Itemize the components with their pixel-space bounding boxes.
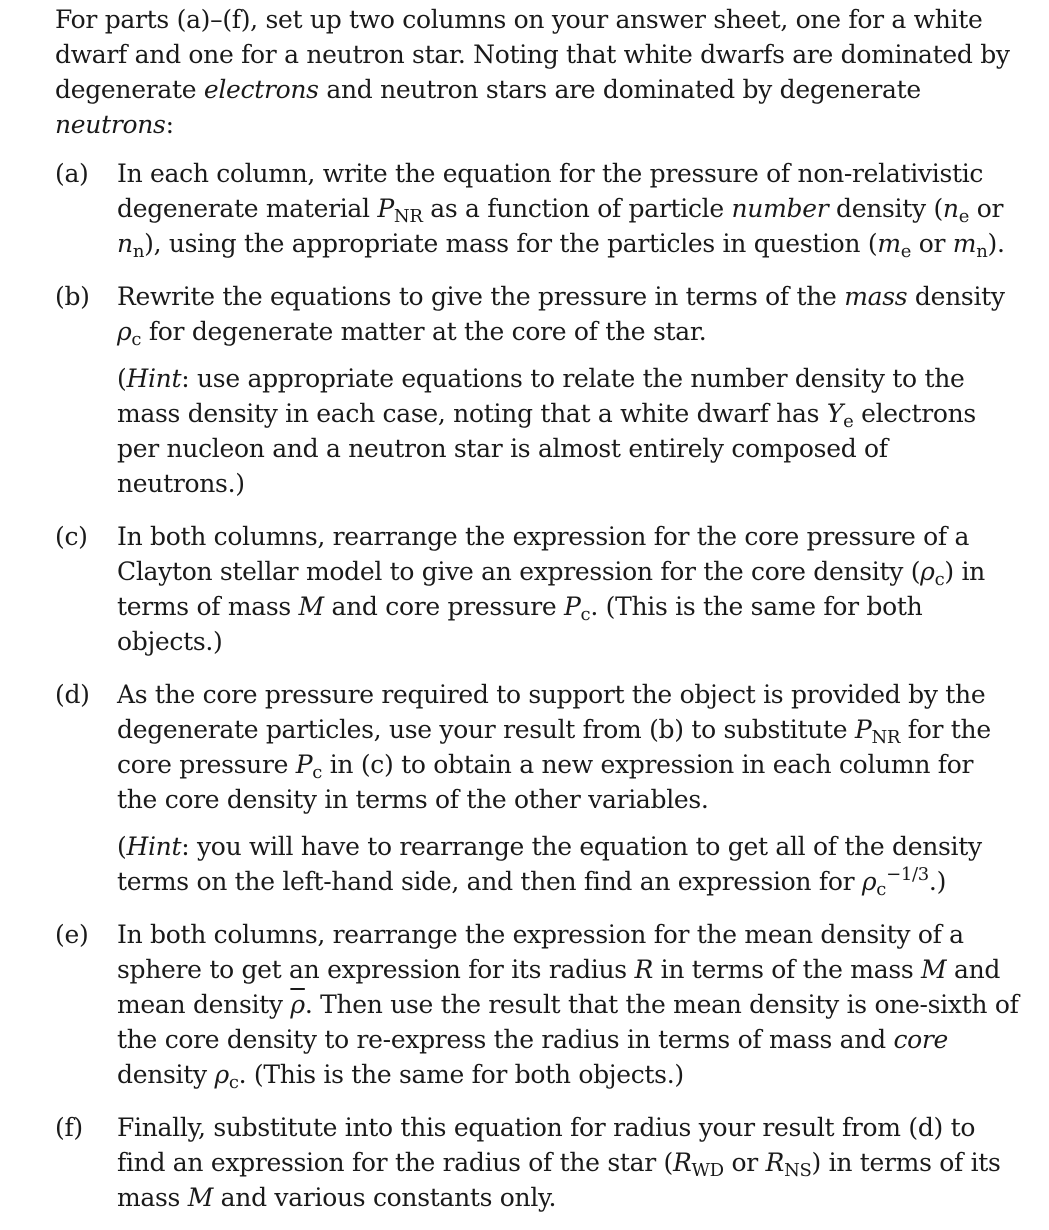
text-fragment: NS xyxy=(784,1160,812,1182)
intro-text: and neutron stars are dominated by degenerate xyxy=(318,75,921,104)
text-fragment: n xyxy=(976,241,988,263)
text-fragment: e xyxy=(900,241,912,263)
part-body xyxy=(117,279,1019,501)
text-fragment: . (This is the same for both objects.) xyxy=(238,1060,684,1089)
text-fragment: Rewrite the equations to give the pressure in terms of the xyxy=(117,282,845,311)
part-text xyxy=(117,156,1019,261)
text-fragment: ( xyxy=(117,832,127,861)
text-fragment: and various constants only. xyxy=(213,1183,557,1212)
part-hint xyxy=(117,361,1019,501)
part-label: (c) xyxy=(55,522,88,551)
text-fragment: m xyxy=(877,229,901,258)
text-fragment: ). xyxy=(987,229,1005,258)
intro-text: For parts (a)–(f), set up two columns on your answer sheet, one for a white dwarf and one for a neutron star. Noting that white dwarfs are dominated by degenerate xyxy=(55,5,1010,104)
intro-emphasis-neutrons: neutrons xyxy=(55,110,166,139)
part-text xyxy=(117,519,1019,659)
text-fragment: NR xyxy=(871,727,901,749)
text-fragment: for the core pressure xyxy=(117,715,991,779)
part-body xyxy=(117,917,1019,1092)
rho-bar-symbol: $\overline{\rho}$ xyxy=(290,990,305,1019)
part-text xyxy=(117,677,1019,817)
text-fragment: −1/3 xyxy=(886,864,929,886)
text-fragment: c xyxy=(876,879,887,901)
text-fragment: c xyxy=(580,604,591,626)
text-fragment: Y xyxy=(826,399,844,428)
text-fragment: in (c) to obtain a new expression in each column for the core density in terms of the other variables. xyxy=(117,750,974,814)
text-fragment: and mean density xyxy=(117,955,1001,1019)
text-fragment: number xyxy=(731,194,829,223)
text-fragment: .) xyxy=(928,867,947,896)
text-fragment: In each column, write the equation for the pressure of non-relativistic degenerate material xyxy=(117,159,984,223)
text-fragment: density ( xyxy=(828,194,943,223)
part-f xyxy=(55,1110,1019,1215)
text-fragment: electrons per nucleon and a neutron star is almost entirely composed of neutrons.) xyxy=(117,399,976,498)
text-fragment: WD xyxy=(691,1160,724,1182)
text-fragment: ρ xyxy=(920,557,935,586)
text-fragment: Finally, substitute into this equation for radius your result from (d) to find an expression for the radius of the star ( xyxy=(117,1113,976,1177)
text-fragment: density xyxy=(117,1060,215,1089)
text-fragment: for degenerate matter at the core of the star. xyxy=(141,317,707,346)
text-fragment: ) in terms of its mass xyxy=(117,1148,1001,1212)
text-fragment: ), using the appropriate mass for the particles in question ( xyxy=(144,229,878,258)
text-fragment: or xyxy=(723,1148,766,1177)
text-fragment: M xyxy=(298,592,324,621)
text-fragment: M xyxy=(921,955,947,984)
part-e xyxy=(55,917,1019,1092)
text-fragment: In both columns, rearrange the expression for the mean density of a sphere to get an expression for its radius xyxy=(117,920,964,984)
text-fragment: and core pressure xyxy=(323,592,565,621)
text-fragment: c xyxy=(228,1072,239,1094)
text-fragment: : use appropriate equations to relate the number density to the mass density in each case, noting that a white dwarf has xyxy=(117,364,965,428)
part-d xyxy=(55,677,1019,899)
part-body xyxy=(117,1110,1019,1215)
part-text xyxy=(117,917,1019,1092)
text-fragment: or xyxy=(969,194,1004,223)
text-fragment: core xyxy=(893,1025,949,1054)
text-fragment: or xyxy=(911,229,953,258)
part-hint xyxy=(117,829,1019,899)
text-fragment: P xyxy=(295,750,313,779)
text-fragment: c xyxy=(131,329,142,351)
intro-paragraph xyxy=(55,2,1019,142)
intro-emphasis-electrons: electrons xyxy=(203,75,319,104)
text-fragment: P xyxy=(564,592,581,621)
part-b xyxy=(55,279,1019,501)
text-fragment: P xyxy=(377,194,394,223)
part-label: (d) xyxy=(55,680,90,709)
text-fragment: e xyxy=(843,411,854,433)
part-text xyxy=(117,279,1019,349)
part-text xyxy=(117,1110,1019,1215)
text-fragment: Hint xyxy=(126,364,182,393)
text-fragment: ( xyxy=(117,364,127,393)
text-fragment: in terms of the mass xyxy=(653,955,922,984)
text-fragment: R xyxy=(634,955,653,984)
part-c xyxy=(55,519,1019,659)
text-fragment: ρ xyxy=(861,867,877,896)
part-label: (b) xyxy=(55,282,90,311)
text-fragment: m xyxy=(952,229,977,258)
text-fragment: n xyxy=(132,241,145,263)
text-fragment: Hint xyxy=(126,832,182,861)
part-body xyxy=(117,156,1019,261)
text-fragment: : you will have to rearrange the equation to get all of the density terms on the left-hand side, and then find an expression for xyxy=(117,832,982,896)
text-fragment: mass xyxy=(844,282,908,311)
text-fragment: NR xyxy=(393,206,423,228)
text-fragment: c xyxy=(312,762,323,784)
part-label: (a) xyxy=(55,159,89,188)
text-fragment: P xyxy=(854,715,872,744)
part-label: (e) xyxy=(55,920,89,949)
part-label: (f) xyxy=(55,1113,83,1142)
text-fragment: As the core pressure required to support the object is provided by the degenerate particles, use your result from (b) to substitute xyxy=(117,680,986,744)
text-fragment: c xyxy=(934,569,945,591)
part-body xyxy=(117,677,1019,899)
text-fragment: e xyxy=(958,206,970,228)
text-fragment: ρ xyxy=(214,1060,229,1089)
text-fragment: ρ xyxy=(117,317,132,346)
text-fragment: . Then use the result that the mean density is one-sixth of the core density to re-express the radius in terms of mass and xyxy=(117,990,1019,1054)
text-fragment: n xyxy=(117,229,133,258)
part-body xyxy=(117,519,1019,659)
text-fragment: R xyxy=(672,1148,692,1177)
text-fragment: In both columns, rearrange the expression for the core pressure of a Clayton stellar model to give an expression for the core density ( xyxy=(117,522,970,586)
text-fragment: . (This is the same for both objects.) xyxy=(117,592,923,656)
text-fragment: M xyxy=(187,1183,214,1212)
text-fragment: ) in terms of mass xyxy=(117,557,985,621)
part-a xyxy=(55,156,1019,261)
text-fragment: density xyxy=(907,282,1005,311)
text-fragment: R xyxy=(765,1148,785,1177)
text-fragment: n xyxy=(942,194,959,223)
text-fragment: as a function of particle xyxy=(422,194,732,223)
intro-text: : xyxy=(165,110,174,139)
